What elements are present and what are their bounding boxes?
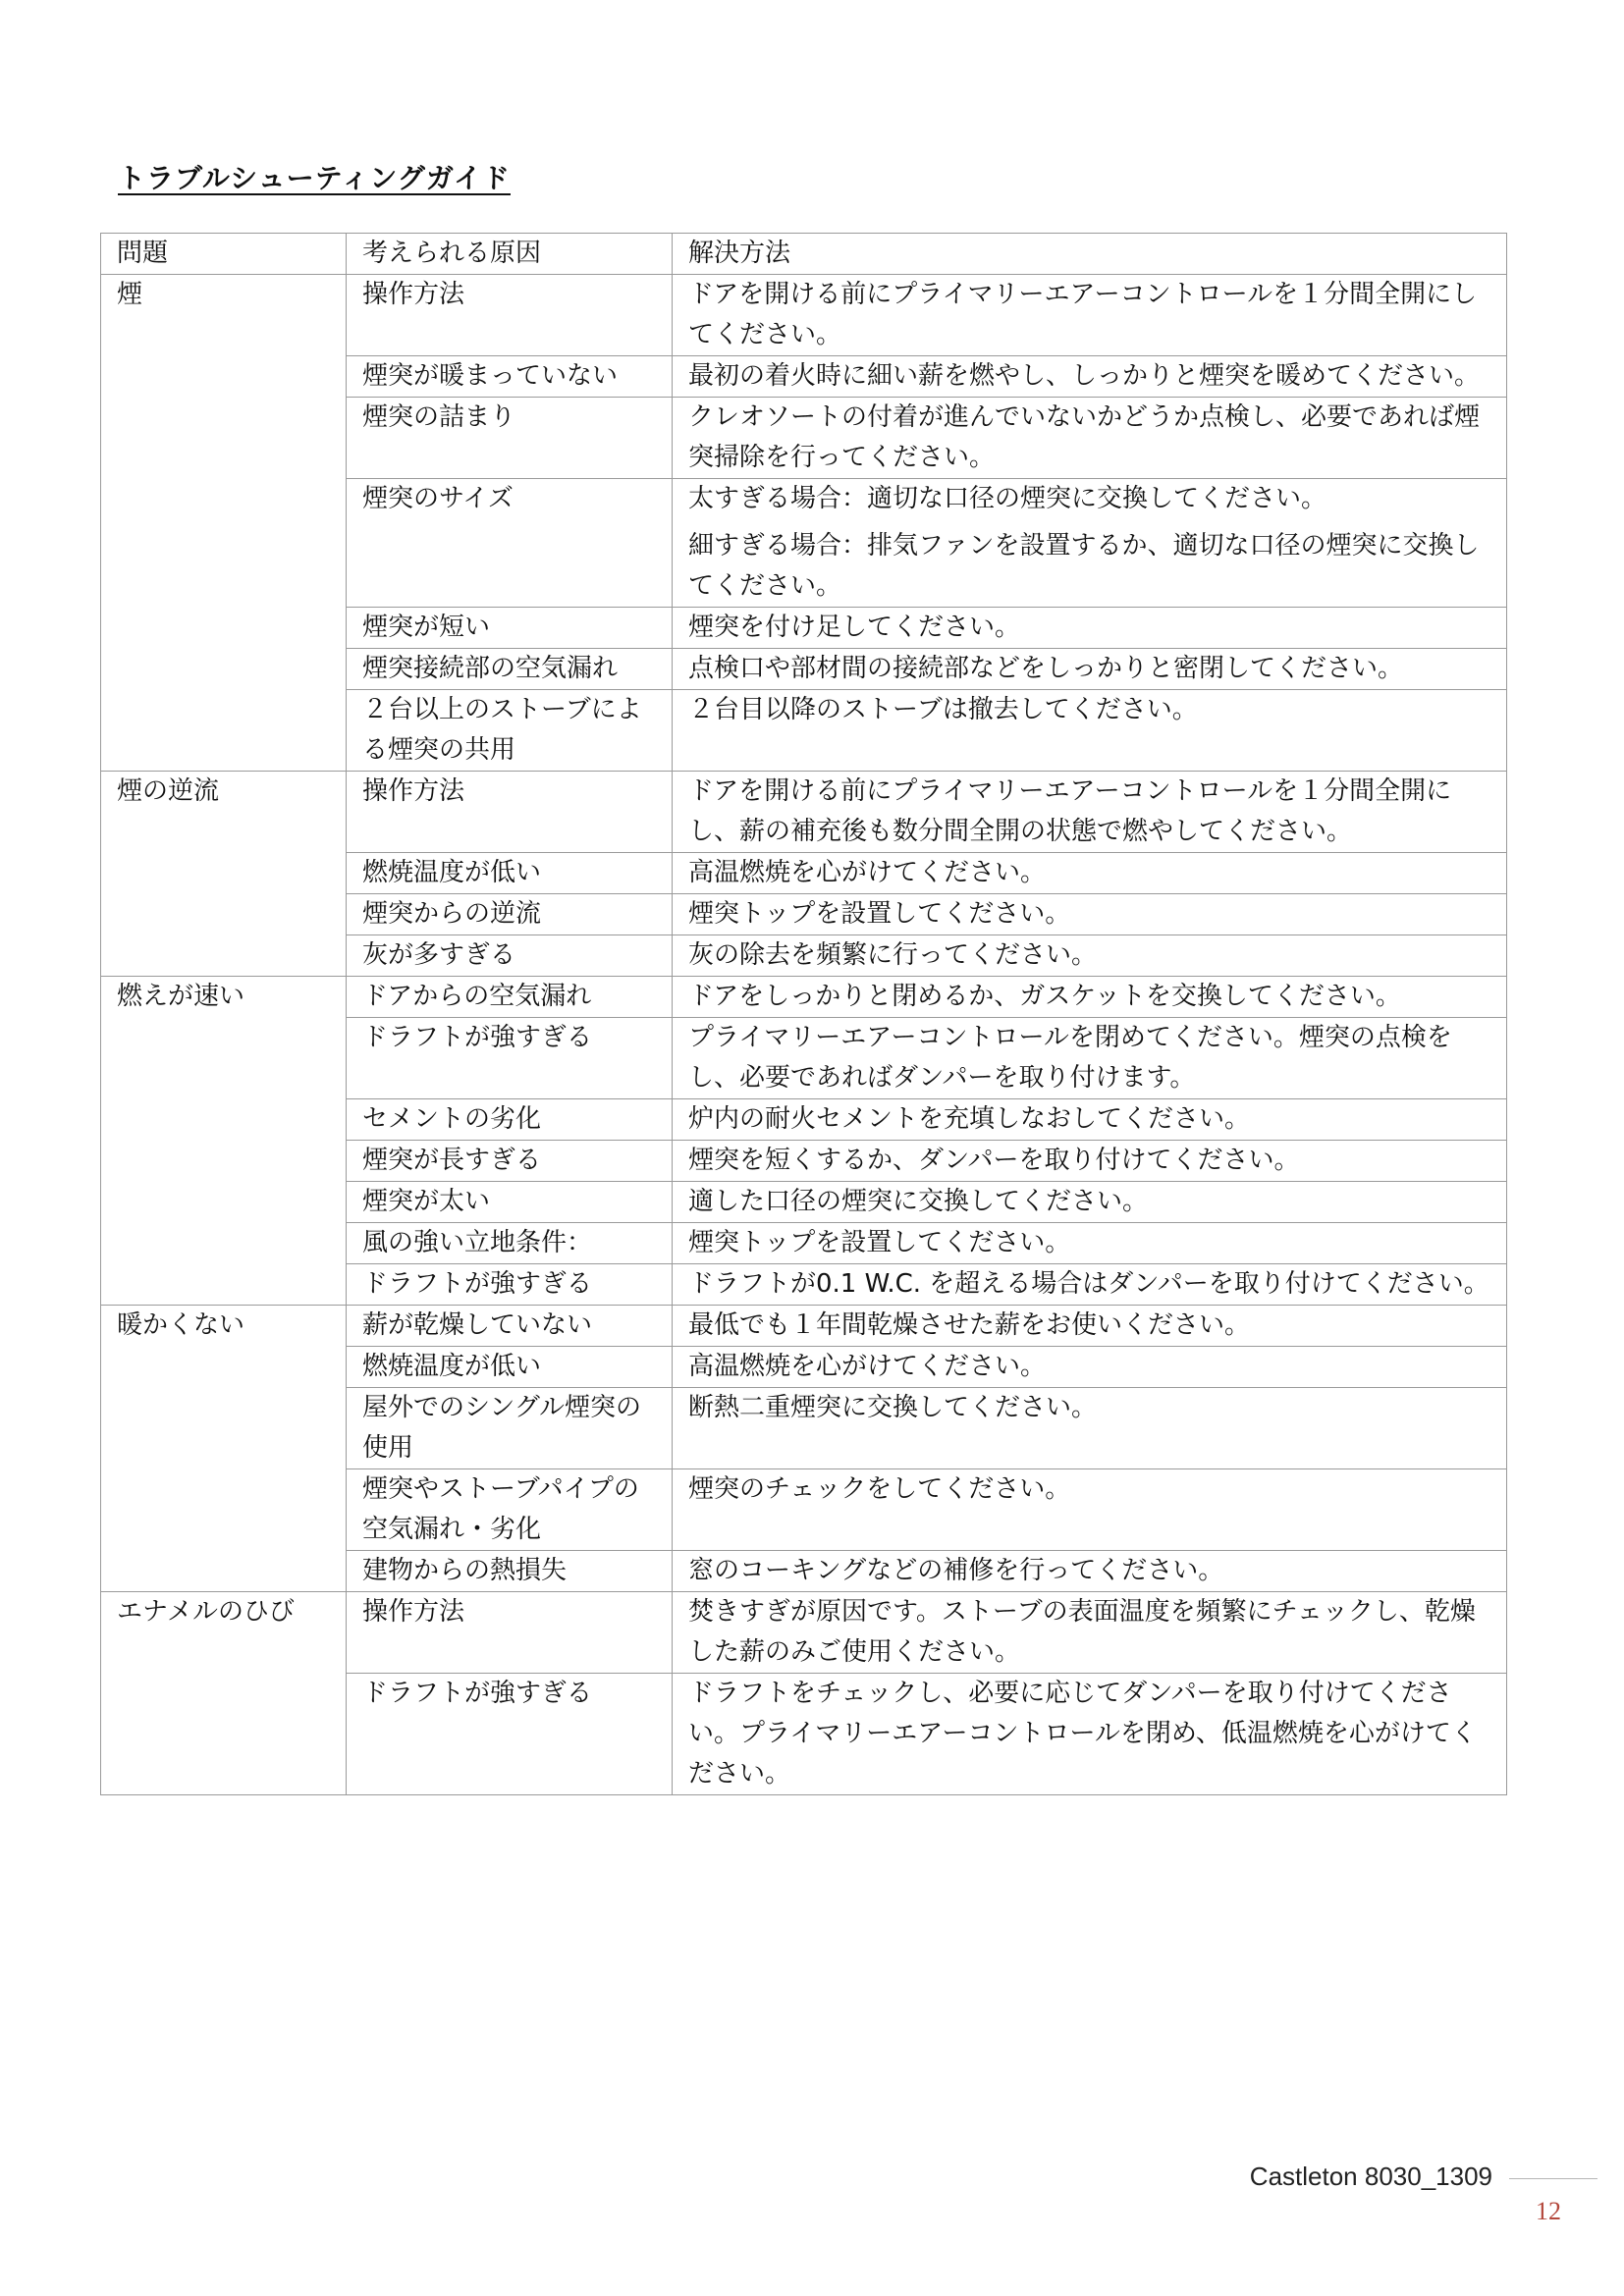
solution-cell	[673, 1182, 1507, 1223]
solution-text: 煙突トップを設置してください。	[688, 1228, 1071, 1257]
solution-cell	[673, 398, 1507, 479]
solution-text: 煙突を短くするか、ダンパーを取り付けてください。	[688, 1146, 1300, 1175]
table-row	[101, 772, 1507, 853]
solution-text: 高温燃焼を心がけてください。	[688, 858, 1047, 887]
solution-text: 炉内の耐火セメントを充填しなおしてください。	[688, 1104, 1251, 1134]
solution-text: ドアを開ける前にプライマリーエアーコントロールを１分間全開にしてください。	[688, 280, 1478, 349]
solution-text: ドアを開ける前にプライマリーエアーコントロールを１分間全開にし、薪の補充後も数分間全開の状態で燃やしてください。	[688, 776, 1452, 846]
cause-cell: 煙突接続部の空気漏れ	[347, 649, 673, 690]
page-title: トラブルシューティングガイド	[118, 162, 511, 194]
solution-cell	[673, 1223, 1507, 1264]
cause-cell: ドラフトが強すぎる	[347, 1018, 673, 1099]
cause-cell: 煙突からの逆流	[347, 894, 673, 935]
table-row	[101, 1592, 1507, 1674]
solution-text: 灰の除去を頻繁に行ってください。	[688, 940, 1098, 970]
solution-text: ２台目以降のストーブは撤去してください。	[688, 695, 1198, 724]
solution-text: 細すぎる場合：排気ファンを設置するか、適切な口径の煙突に交換してください。	[688, 531, 1480, 601]
cause-cell: セメントの劣化	[347, 1099, 673, 1141]
cause-cell: 煙突の詰まり	[347, 398, 673, 479]
solution-text: 焚きすぎが原因です。ストーブの表面温度を頻繁にチェックし、乾燥した薪のみご使用ください。	[688, 1597, 1476, 1667]
cause-cell: 煙突が太い	[347, 1182, 673, 1223]
table-header-row	[101, 234, 1507, 275]
page-number: 12	[1536, 2197, 1561, 2225]
solution-cell	[673, 356, 1507, 398]
solution-text: ドアをしっかりと閉めるか、ガスケットを交換してください。	[688, 982, 1401, 1011]
header-solution: 解決方法	[673, 234, 1507, 275]
solution-cell	[673, 1674, 1507, 1795]
solution-text: 点検口や部材間の接続部などをしっかりと密閉してください。	[688, 654, 1404, 683]
cause-cell: ２台以上のストーブによる煙突の共用	[347, 690, 673, 772]
solution-cell	[673, 275, 1507, 356]
solution-text: 最低でも１年間乾燥させた薪をお使いください。	[688, 1310, 1251, 1340]
cause-cell: 薪が乾燥していない	[347, 1306, 673, 1347]
solution-cell	[673, 977, 1507, 1018]
cause-cell: ドアからの空気漏れ	[347, 977, 673, 1018]
solution-text: 最初の着火時に細い薪を燃やし、しっかりと煙突を暖めてください。	[688, 361, 1481, 391]
table-body	[101, 275, 1507, 1795]
solution-text: ドラフトをチェックし、必要に応じてダンパーを取り付けてください。プライマリーエアーコントロールを閉め、低温燃焼を心がけてください。	[688, 1679, 1477, 1789]
solution-cell	[673, 1018, 1507, 1099]
solution-text: ドラフトが0.1 W.C. を超える場合はダンパーを取り付けてください。	[688, 1269, 1489, 1299]
footer-model-number: Castleton 8030_1309	[1249, 2162, 1492, 2191]
solution-cell	[673, 649, 1507, 690]
solution-cell	[673, 608, 1507, 649]
solution-text: プライマリーエアーコントロールを閉めてください。煙突の点検をし、必要であればダンパーを取り付けます。	[688, 1023, 1452, 1093]
solution-cell	[673, 1141, 1507, 1182]
cause-cell: 煙突が暖まっていない	[347, 356, 673, 398]
solution-cell	[673, 772, 1507, 853]
solution-cell	[673, 1306, 1507, 1347]
cause-cell: 煙突が短い	[347, 608, 673, 649]
cause-cell: 煙突やストーブパイプの空気漏れ・劣化	[347, 1469, 673, 1551]
solution-text: 煙突を付け足してください。	[688, 613, 1021, 642]
solution-cell	[673, 1347, 1507, 1388]
solution-cell	[673, 1388, 1507, 1469]
solution-text: クレオソートの付着が進んでいないかどうか点検し、必要であれば煙突掃除を行ってください。	[688, 402, 1481, 472]
solution-text: 煙突トップを設置してください。	[688, 899, 1071, 929]
solution-text: 煙突のチェックをしてください。	[688, 1474, 1071, 1504]
cause-cell: 操作方法	[347, 1592, 673, 1674]
solution-cell	[673, 1264, 1507, 1306]
problem-cell: 煙	[101, 275, 347, 772]
solution-cell	[673, 1551, 1507, 1592]
problem-cell: エナメルのひび	[101, 1592, 347, 1795]
solution-cell	[673, 690, 1507, 772]
problem-cell: 暖かくない	[101, 1306, 347, 1592]
solution-text: 高温燃焼を心がけてください。	[688, 1352, 1047, 1381]
footer-divider	[1509, 2178, 1597, 2179]
solution-text: 窓のコーキングなどの補修を行ってください。	[688, 1556, 1224, 1585]
cause-cell: 操作方法	[347, 275, 673, 356]
cause-cell: 煙突が長すぎる	[347, 1141, 673, 1182]
cause-cell: ドラフトが強すぎる	[347, 1674, 673, 1795]
solution-cell	[673, 1469, 1507, 1551]
cause-cell: 燃焼温度が低い	[347, 1347, 673, 1388]
problem-cell: 燃えが速い	[101, 977, 347, 1306]
solution-text: 太すぎる場合：適切な口径の煙突に交換してください。	[688, 484, 1327, 513]
header-cause: 考えられる原因	[347, 234, 673, 275]
solution-text: 適した口径の煙突に交換してください。	[688, 1187, 1149, 1216]
solution-cell	[673, 853, 1507, 894]
cause-cell: 建物からの熱損失	[347, 1551, 673, 1592]
table-row	[101, 1306, 1507, 1347]
cause-cell: 灰が多すぎる	[347, 935, 673, 977]
solution-cell	[673, 935, 1507, 977]
cause-cell: 風の強い立地条件：	[347, 1223, 673, 1264]
cause-cell: 燃焼温度が低い	[347, 853, 673, 894]
cause-cell: 操作方法	[347, 772, 673, 853]
cause-cell: ドラフトが強すぎる	[347, 1264, 673, 1306]
solution-cell	[673, 1592, 1507, 1674]
troubleshooting-table	[100, 233, 1507, 1795]
cause-cell: 煙突のサイズ	[347, 479, 673, 608]
solution-cell	[673, 894, 1507, 935]
problem-cell: 煙の逆流	[101, 772, 347, 977]
table-row	[101, 977, 1507, 1018]
solution-text: 断熱二重煙突に交換してください。	[688, 1393, 1098, 1422]
solution-cell	[673, 1099, 1507, 1141]
header-problem: 問題	[101, 234, 347, 275]
solution-cell	[673, 479, 1507, 608]
cause-cell: 屋外でのシングル煙突の使用	[347, 1388, 673, 1469]
table-row	[101, 275, 1507, 356]
